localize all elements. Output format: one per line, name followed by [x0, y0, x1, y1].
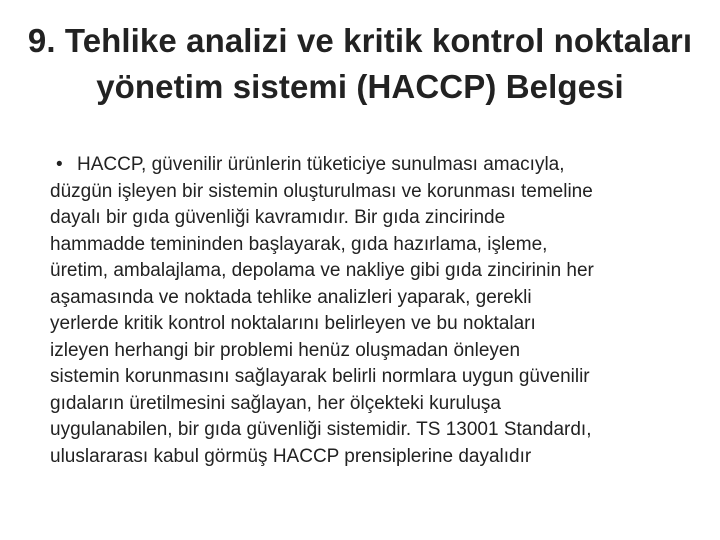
- body-line: uluslararası kabul görmüş HACCP prensiplerine dayalıdır: [50, 445, 532, 467]
- body-line: yerlerde kritik kontrol noktalarını belirleyen ve bu noktaları: [50, 313, 536, 334]
- body-line: sistemin korunmasını sağlayarak belirli normlara uygun güvenilir: [50, 366, 590, 387]
- body-line: [50, 152, 700, 179]
- title-line: yönetim sistemi (HACCP) Belgesi: [96, 68, 624, 105]
- body-line: izleyen herhangi bir problemi henüz oluşmadan önleyen: [50, 339, 521, 361]
- body-line: aşamasında ve noktada tehlike analizleri yaparak, gerekli: [50, 286, 532, 308]
- body-line: hammadde temininden başlayarak, gıda hazırlama, işleme,: [50, 233, 548, 255]
- body-line: düzgün işleyen bir sistemin oluşturulması ve korunması temeline: [50, 180, 593, 202]
- bullet-icon: •: [56, 154, 63, 175]
- slide-body: [50, 152, 700, 470]
- body-line: üretim, ambalajlama, depolama ve nakliye gibi gıda zincirinin her: [50, 260, 594, 281]
- body-line-text: HACCP, güvenilir ürünlerin tüketiciye sunulması amacıyla,: [77, 154, 565, 175]
- body-line: uygulanabilen, bir gıda güvenliği sistemidir. TS 13001 Standardı,: [50, 419, 592, 440]
- body-line: gıdaların üretilmesini sağlayan, her ölçekteki kuruluşa: [50, 392, 501, 414]
- body-line: dayalı bir gıda güvenliği kavramıdır. Bir gıda zincirinde: [50, 207, 506, 228]
- slide-title: [0, 18, 720, 110]
- title-line: 9. Tehlike analizi ve kritik kontrol noktaları: [27, 22, 693, 59]
